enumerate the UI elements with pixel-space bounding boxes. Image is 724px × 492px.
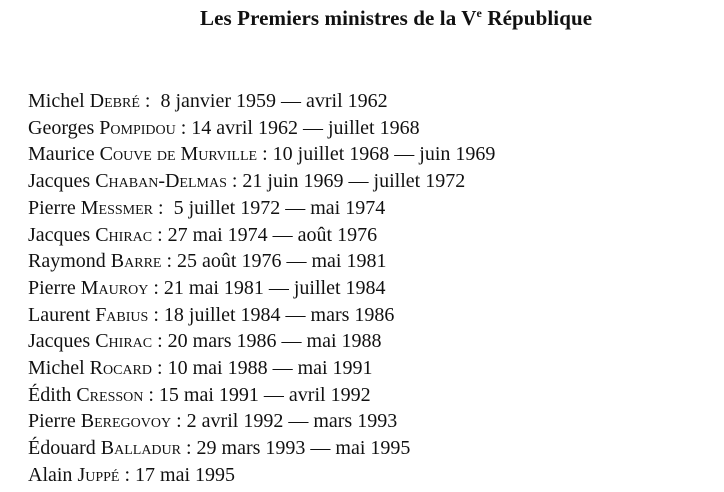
list-item bbox=[28, 141, 495, 168]
list-item bbox=[28, 115, 495, 142]
last-name: Messmer bbox=[80, 196, 154, 219]
first-name: Alain bbox=[28, 463, 73, 486]
title-main: Les Premiers ministres de la V bbox=[200, 6, 477, 30]
last-name: Rocard bbox=[89, 357, 153, 380]
first-name: Michel bbox=[28, 90, 85, 112]
title-superscript: e bbox=[476, 6, 482, 20]
last-name: Chirac bbox=[95, 223, 153, 246]
term-dates: : 20 mars 1986 — mai 1988 bbox=[152, 330, 382, 353]
first-name: Pierre bbox=[28, 196, 76, 219]
last-name: Mauroy bbox=[80, 276, 149, 299]
list-item bbox=[28, 435, 495, 462]
term-dates: : 25 août 1976 — mai 1981 bbox=[161, 250, 387, 273]
list-item bbox=[28, 355, 495, 382]
first-name: Michel bbox=[28, 357, 85, 380]
last-name: Beregovoy bbox=[80, 410, 172, 433]
term-dates: : 17 mai 1995 bbox=[119, 463, 236, 486]
first-name: Georges bbox=[28, 116, 95, 139]
last-name: Fabius bbox=[95, 303, 149, 326]
page-title bbox=[200, 6, 592, 31]
term-dates: : 27 mai 1974 — août 1976 bbox=[152, 223, 378, 246]
list-item bbox=[28, 408, 495, 435]
last-name: Debré bbox=[89, 90, 140, 112]
term-dates: : 21 juin 1969 — juillet 1972 bbox=[226, 170, 466, 193]
term-dates: : 29 mars 1993 — mai 1995 bbox=[181, 437, 411, 460]
first-name: Pierre bbox=[28, 276, 76, 299]
list-item bbox=[28, 88, 495, 115]
first-name: Raymond bbox=[28, 250, 106, 273]
term-dates: : 10 juillet 1968 — juin 1969 bbox=[257, 143, 496, 166]
list-item bbox=[28, 328, 495, 355]
last-name: Chirac bbox=[95, 330, 153, 353]
first-name: Édith bbox=[28, 383, 72, 406]
list-item bbox=[28, 275, 495, 302]
last-name: Barre bbox=[110, 250, 162, 273]
term-dates: : 18 juillet 1984 — mars 1986 bbox=[148, 303, 395, 326]
last-name: Chaban-Delmas bbox=[95, 170, 227, 193]
first-name: Pierre bbox=[28, 410, 76, 433]
list-item bbox=[28, 195, 495, 222]
term-dates: : 2 avril 1992 — mars 1993 bbox=[171, 410, 398, 433]
term-dates: : 21 mai 1981 — juillet 1984 bbox=[148, 276, 386, 299]
list-item bbox=[28, 462, 495, 489]
last-name: Balladur bbox=[100, 437, 181, 460]
term-dates: : 15 mai 1991 — avril 1992 bbox=[143, 383, 371, 406]
last-name: Juppé bbox=[77, 463, 120, 486]
first-name: Jacques bbox=[28, 223, 91, 246]
first-name: Jacques bbox=[28, 330, 91, 353]
list-item bbox=[28, 222, 495, 249]
title-end: République bbox=[481, 6, 593, 30]
prime-minister-list bbox=[28, 88, 495, 489]
first-name: Édouard bbox=[28, 437, 96, 460]
list-item bbox=[28, 382, 495, 409]
last-name: Pompidou bbox=[99, 116, 176, 139]
first-name: Laurent bbox=[28, 303, 91, 326]
first-name: Maurice bbox=[28, 143, 95, 166]
first-name: Jacques bbox=[28, 170, 91, 193]
last-name: Couve de Murville bbox=[99, 143, 258, 166]
last-name: Cresson bbox=[76, 383, 144, 406]
term-dates: : 5 juillet 1972 — mai 1974 bbox=[153, 196, 386, 219]
list-item bbox=[28, 302, 495, 329]
term-dates: : 8 janvier 1959 — avril 1962 bbox=[139, 90, 388, 112]
list-item bbox=[28, 168, 495, 195]
term-dates: : 14 avril 1962 — juillet 1968 bbox=[175, 116, 420, 139]
term-dates: : 10 mai 1988 — mai 1991 bbox=[152, 357, 373, 380]
list-item bbox=[28, 248, 495, 275]
